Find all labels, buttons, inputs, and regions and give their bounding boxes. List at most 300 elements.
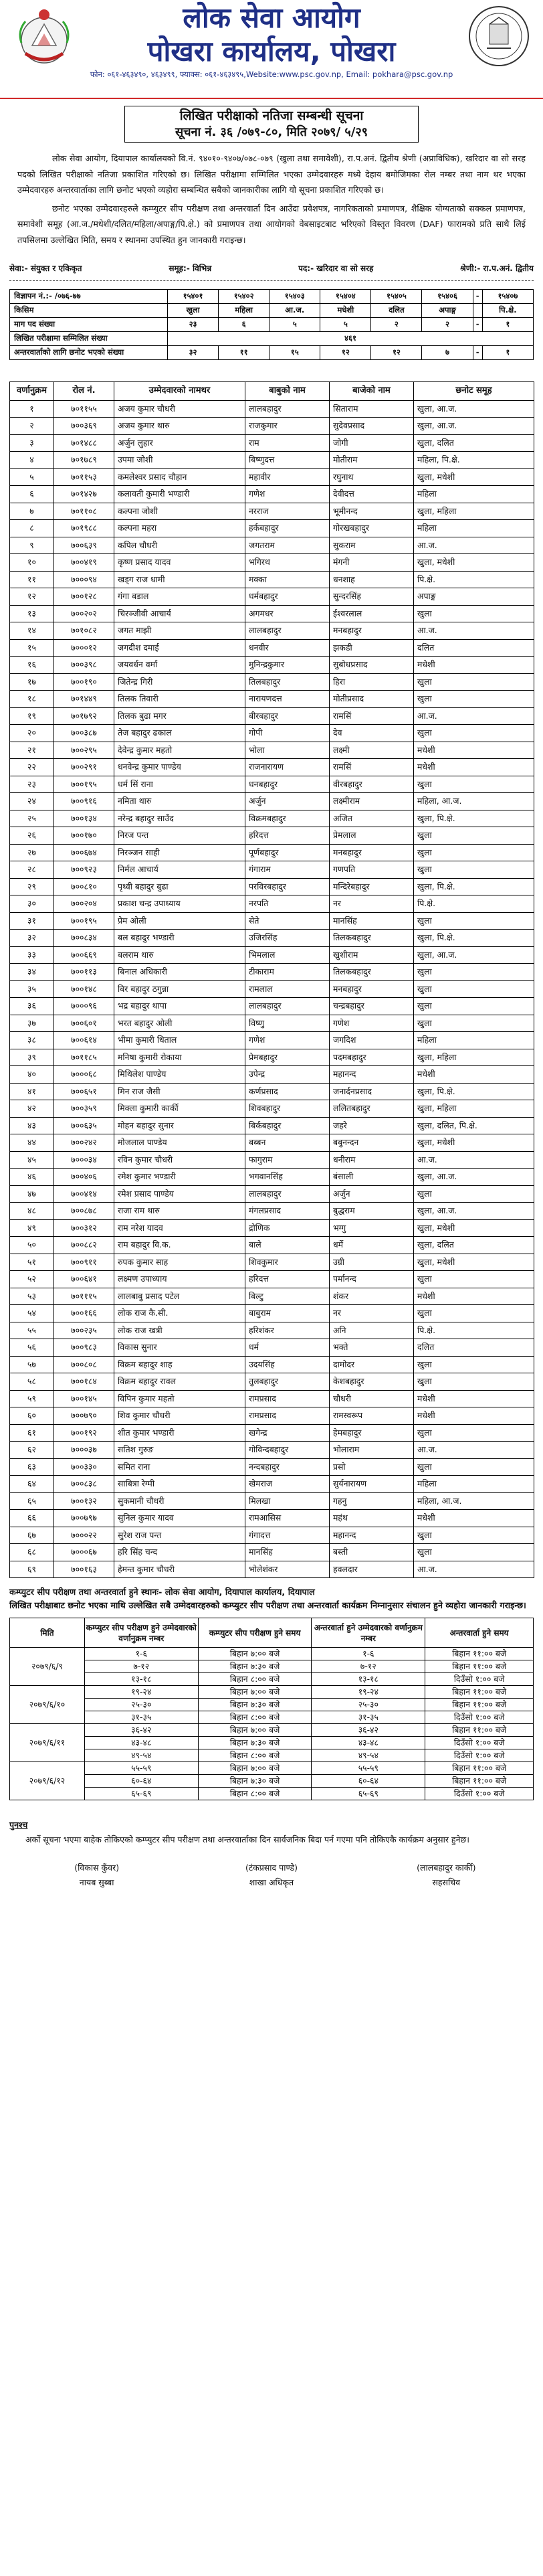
results-cell: मन्दिरेबहादुर — [330, 878, 414, 895]
results-cell: ६४ — [10, 1476, 54, 1493]
results-cell: खुला — [414, 980, 534, 998]
results-cell: खुला — [414, 827, 534, 845]
schedule-cell: बिहान ११:०० बजे — [425, 1699, 534, 1711]
results-cell: रामप्रसाद — [245, 1390, 330, 1407]
results-cell: मिलखा — [245, 1492, 330, 1510]
summary-group-row-label: किसिम — [10, 303, 168, 317]
table-row — [10, 1237, 534, 1254]
results-cell: नर — [330, 1305, 414, 1322]
results-cell: धनीराम — [330, 1151, 414, 1169]
summary-examinees-label: लिखित परीक्षामा सम्मिलित संख्या — [10, 331, 168, 345]
results-cell: आ.ज. — [414, 537, 534, 554]
results-cell: धनबहादुर — [245, 776, 330, 793]
table-row — [10, 1254, 534, 1271]
results-cell: मक्का — [245, 571, 330, 588]
results-cell: मंगनी — [330, 554, 414, 572]
schedule-cell: बिहान ७:०० बजे — [198, 1686, 312, 1699]
results-cell: विकास सुनार — [114, 1339, 245, 1357]
results-cell: खुला, मधेशी — [414, 1219, 534, 1237]
results-cell: खुला — [414, 1305, 534, 1322]
schedule-cell: बिहान ८:०० बजे — [198, 1711, 312, 1724]
results-cell: पर्मानन्द — [330, 1271, 414, 1288]
results-cell: ७००१९० — [54, 673, 114, 691]
results-cell: खुला, महिला — [414, 503, 534, 520]
summary-ad-row-cell: १५४०३ — [269, 289, 320, 303]
results-cell: ४१ — [10, 1083, 54, 1100]
results-cell: ३६ — [10, 998, 54, 1015]
table-row — [10, 776, 534, 793]
results-cell: खुला — [414, 725, 534, 742]
results-cell: धनशाह — [330, 571, 414, 588]
schedule-cell: बिहान ११:०० बजे — [425, 1724, 534, 1737]
results-cell: राजा राम थारु — [114, 1203, 245, 1220]
schedule-row — [10, 1699, 534, 1711]
results-cell: अर्जुन — [245, 793, 330, 810]
results-cell: १५ — [10, 639, 54, 657]
results-cell: मोतीप्रसाद — [330, 691, 414, 708]
results-cell: सुरेश राज पन्त — [114, 1527, 245, 1544]
summary-selected-row-cell: ३२ — [168, 345, 219, 359]
summary-ad-row — [10, 289, 534, 303]
results-cell: बिनाल अधिकारी — [114, 964, 245, 981]
results-cell: १८ — [10, 691, 54, 708]
results-cell: ७०००९६ — [54, 998, 114, 1015]
schedule-cell: बिहान ७:०० बजे — [198, 1724, 312, 1737]
table-row — [10, 1169, 534, 1186]
results-cell: ७००३३० — [54, 1458, 114, 1476]
results-cell: अजय कुमार चौधरी — [114, 400, 245, 418]
table-row — [10, 691, 534, 708]
results-cell: राम नरेश यादव — [114, 1219, 245, 1237]
results-cell: अनि — [330, 1322, 414, 1339]
results-cell: ७०००९४ — [54, 571, 114, 588]
summary-seats-row-cell: ५ — [269, 317, 320, 331]
results-cell: ७ — [10, 503, 54, 520]
table-row — [10, 1442, 534, 1459]
results-cell: धर्म सिं राना — [114, 776, 245, 793]
results-cell: भूमीनन्द — [330, 503, 414, 520]
results-cell: ७००४०६ — [54, 1169, 114, 1186]
results-cell: राजनारायण — [245, 759, 330, 776]
results-cell: खुला — [414, 844, 534, 861]
results-cell: गोपी — [245, 725, 330, 742]
summary-group-row-cell: अपाङ्ग — [422, 303, 473, 317]
results-cell: खड्ग राज धामी — [114, 571, 245, 588]
results-cell: ७०१४४९ — [54, 691, 114, 708]
summary-selected-row-cell: - — [473, 345, 482, 359]
results-cell: मधेशी — [414, 1066, 534, 1084]
results-cell: गोविन्दबहादुर — [245, 1442, 330, 1459]
results-cell: खुला, महिला — [414, 1049, 534, 1066]
schedule-column-header: कम्प्युटर सीप परीक्षण हुने उम्मेदवारको वर्णानुक्रम नम्बर — [84, 1618, 198, 1648]
results-cell: कर्णप्रसाद — [245, 1083, 330, 1100]
results-cell: मधेशी — [414, 759, 534, 776]
results-cell: दामोदर — [330, 1356, 414, 1373]
table-row — [10, 1151, 534, 1169]
footnote — [9, 1818, 534, 1847]
results-cell: ७००९२३ — [54, 861, 114, 879]
results-cell: ७०१७९२ — [54, 707, 114, 725]
summary-seats-row-cell: १ — [482, 317, 533, 331]
results-cell: ५२ — [10, 1271, 54, 1288]
results-cell: प्रेमलाल — [330, 827, 414, 845]
results-cell: बिर बहादुर ठगुन्ना — [114, 980, 245, 998]
results-cell: २० — [10, 725, 54, 742]
schedule-row — [10, 1673, 534, 1686]
results-cell: ७००१९५ — [54, 776, 114, 793]
table-row — [10, 1117, 534, 1134]
summary-group-row-cell: महिला — [219, 303, 269, 317]
results-cell: बिल्टु — [245, 1288, 330, 1305]
results-cell: ७००१६६ — [54, 1305, 114, 1322]
results-cell: हर्कबहादुर — [245, 520, 330, 537]
results-cell: ६६ — [10, 1510, 54, 1527]
results-column-header: छनोट समूह — [414, 381, 534, 400]
results-cell: ४९ — [10, 1219, 54, 1237]
results-cell: लालबहादुर — [245, 622, 330, 640]
results-cell: हेमबहादुर — [330, 1424, 414, 1442]
results-cell: रमेश कुमार भण्डारी — [114, 1169, 245, 1186]
results-cell: ४३ — [10, 1117, 54, 1134]
results-cell: रामप्रसाद — [245, 1407, 330, 1425]
schedule-cell: बिहान ११:०० बजे — [425, 1775, 534, 1788]
results-cell: खुला, दलित — [414, 1237, 534, 1254]
table-row — [10, 1476, 534, 1493]
schedule-cell: १-६ — [84, 1648, 198, 1660]
results-cell: जहरे — [330, 1117, 414, 1134]
schedule-column-header: अन्तरवार्ता हुने उम्मेदवारको वर्णानुक्रम नम्बर — [312, 1618, 425, 1648]
results-cell: विक्रमबहादुर — [245, 810, 330, 827]
results-cell: ७००३८७ — [54, 725, 114, 742]
notice-title: लिखित परीक्षाको नतिजा सम्बन्धी सूचना — [179, 108, 364, 123]
table-row — [10, 503, 534, 520]
results-cell: नर — [330, 895, 414, 913]
results-cell: खुशीराम — [330, 946, 414, 964]
contact-line: फोन: ०६१-४६३४९०, ४६३४९९, फ्याक्स: ०६१-४६३४९५,Website:www.psc.gov.np, Email: pokhara@psc.gov.np — [90, 70, 453, 79]
results-cell: बिर्कबहादुर — [245, 1117, 330, 1134]
results-cell: खुला, आ.ज. — [414, 400, 534, 418]
summary-group-row-cell — [473, 303, 482, 317]
results-cell: ४६ — [10, 1169, 54, 1186]
results-cell: आ.ज. — [414, 707, 534, 725]
notice-paragraph-1: लोक सेवा आयोग, दियापाल कार्यालयको वि.नं. ९४०१०-९४०७/०७८-०७९ (खुला तथा समावेशी), रा.प.अनं. द्वितीय श्रेणी (अप्राविधिक), खरिदार वा सो सरह पदको लिखित परीक्षाको नतिजा प्रकाशित गरिएको छ। लिखित परीक्षामा सम्मिलित भएका उम्मेदवारहरु मध्ये देहाय बमोजिमका रोल नम्बर तथा नाम थर भएका उम्मेदवारहरु अन्तरवार्ताका लागि छनोट भएको व्यहोरा सम्बन्धित सबैको जानकारीका लागि यो सूचना प्रकाशित गरिएको छ। — [17, 153, 526, 195]
results-cell: मोहन बहादुर सुनार — [114, 1117, 245, 1134]
results-cell: ४ — [10, 452, 54, 469]
results-cell: मिथिलेश पाण्डेय — [114, 1066, 245, 1084]
results-cell: खगेन्द्र — [245, 1424, 330, 1442]
schedule-cell: बिहान ११:०० बजे — [425, 1660, 534, 1673]
results-cell: अर्जुन लुहार — [114, 434, 245, 452]
results-cell: महानन्द — [330, 1527, 414, 1544]
results-cell: बाबुराम — [245, 1305, 330, 1322]
results-cell: अजित — [330, 810, 414, 827]
footnote-body: अर्को सूचना भएमा बाहेक तोकिएको कम्प्युटर सीप परीक्षण तथा अन्तरवार्ताका दिन सार्वजनिक बिदा पर्न गएमा पनि तोकिएकै कार्यक्रम अनुसार हुनेछ। — [25, 1834, 470, 1845]
results-cell: सुर्यनारायण — [330, 1476, 414, 1493]
results-cell: १३ — [10, 605, 54, 622]
results-cell: ६५ — [10, 1492, 54, 1510]
results-cell: मधेशी — [414, 742, 534, 759]
results-cell: खुला, आ.ज. — [414, 1169, 534, 1186]
summary-seats-row-label: माग पद संख्या — [10, 317, 168, 331]
results-cell: ७००६०१ — [54, 1015, 114, 1032]
table-row — [10, 622, 534, 640]
results-cell: ५७ — [10, 1356, 54, 1373]
schedule-cell: दिउँसो १:०० बजे — [425, 1749, 534, 1762]
results-cell: १७ — [10, 673, 54, 691]
results-cell: चन्द्रबहादुर — [330, 998, 414, 1015]
results-cell: हरिशंकर — [245, 1322, 330, 1339]
results-cell: ६८ — [10, 1544, 54, 1561]
results-cell: महंथ — [330, 1510, 414, 1527]
table-row — [10, 1032, 534, 1049]
results-cell: कल्पना महरा — [114, 520, 245, 537]
results-column-header: बाबुको नाम — [245, 381, 330, 400]
results-cell: खुला, पि.क्षे. — [414, 878, 534, 895]
results-cell: ७०१९८८ — [54, 520, 114, 537]
results-cell: बुद्धराम — [330, 1203, 414, 1220]
results-cell: भोलेशंकर — [245, 1561, 330, 1578]
results-cell: कलावती कुमारी भण्डारी — [114, 486, 245, 503]
results-cell: ७०११०८ — [54, 503, 114, 520]
results-cell: २५ — [10, 810, 54, 827]
schedule-cell: ६०-६४ — [312, 1775, 425, 1788]
table-row — [10, 861, 534, 879]
results-cell: कमलेश्वर प्रसाद चौहान — [114, 468, 245, 486]
results-cell: झकडी — [330, 639, 414, 657]
schedule-table — [9, 1618, 534, 1800]
post-info — [9, 264, 534, 280]
schedule-row — [10, 1711, 534, 1724]
results-cell: खुला, पि.क्षे. — [414, 810, 534, 827]
table-row — [10, 878, 534, 895]
results-cell: खुला — [414, 691, 534, 708]
signatory-title: सहसचिव — [432, 1877, 461, 1888]
results-cell: अपाङ्ग — [414, 588, 534, 606]
results-cell: खुला, आ.ज. — [414, 418, 534, 435]
results-cell: लालबहादुर — [245, 998, 330, 1015]
results-cell: मिन राज जैसी — [114, 1083, 245, 1100]
results-cell: लक्ष्मण उपाध्याय — [114, 1271, 245, 1288]
results-cell: ७००१८४ — [54, 1373, 114, 1391]
table-row — [10, 1544, 534, 1561]
results-cell: ३१ — [10, 912, 54, 930]
table-row — [10, 1527, 534, 1544]
results-cell: विष्णु — [245, 1015, 330, 1032]
results-cell: खुला, पि.क्षे. — [414, 1083, 534, 1100]
table-row — [10, 1424, 534, 1442]
results-cell: साबित्रा रेग्मी — [114, 1476, 245, 1493]
results-cell: बंसाली — [330, 1169, 414, 1186]
summary-group-row-cell: दलित — [371, 303, 422, 317]
post-label: पद:- खरिदार वा सो सरह — [298, 264, 374, 274]
results-cell: उजिरसिंह — [245, 930, 330, 947]
results-header-row — [10, 381, 534, 400]
results-cell: ७०१४२७ — [54, 486, 114, 503]
results-cell: मंगलप्रसाद — [245, 1203, 330, 1220]
table-row — [10, 1134, 534, 1152]
schedule-cell: ५५-५९ — [312, 1762, 425, 1775]
results-cell: गणपति — [330, 861, 414, 879]
results-cell: धर्मबहादुर — [245, 588, 330, 606]
results-column-header: वर्णानुक्रम — [10, 381, 54, 400]
results-cell: ४७ — [10, 1185, 54, 1203]
results-cell: ३ — [10, 434, 54, 452]
results-cell: ७००२४२ — [54, 1134, 114, 1152]
signatory — [376, 1861, 516, 1890]
results-cell: खुला — [414, 776, 534, 793]
results-cell: महिला — [414, 520, 534, 537]
results-cell: नरपति — [245, 895, 330, 913]
results-cell: रविन कुमार चौधरी — [114, 1151, 245, 1169]
results-cell: १२ — [10, 588, 54, 606]
table-row — [10, 434, 534, 452]
table-row — [10, 1492, 534, 1510]
results-cell: रमेश प्रसाद पाण्डेय — [114, 1185, 245, 1203]
summary-ad-row-cell: १५४०५ — [371, 289, 422, 303]
results-cell: चिरञ्जीवी आचार्य — [114, 605, 245, 622]
schedule-cell: बिहान ११:०० बजे — [425, 1686, 534, 1699]
schedule-cell: ७-१२ — [84, 1660, 198, 1673]
results-cell: शिवबहादुर — [245, 1100, 330, 1118]
results-cell: उदयसिंह — [245, 1356, 330, 1373]
results-cell: राम — [245, 434, 330, 452]
results-cell: बाले — [245, 1237, 330, 1254]
schedule-cell: बिहान ७:३० बजे — [198, 1699, 312, 1711]
results-cell: महानन्द — [330, 1066, 414, 1084]
results-cell: २९ — [10, 878, 54, 895]
schedule-cell: १९-२४ — [312, 1686, 425, 1699]
results-cell: उपमा जोशी — [114, 452, 245, 469]
results-cell: १० — [10, 554, 54, 572]
results-cell: ७००२०४ — [54, 895, 114, 913]
results-cell: सुन्दरसिंह — [330, 588, 414, 606]
results-cell: ४५ — [10, 1151, 54, 1169]
table-row — [10, 1015, 534, 1032]
schedule-cell: दिउँसो १:०० बजे — [425, 1737, 534, 1749]
results-cell: जयवर्धन वर्मा — [114, 657, 245, 674]
schedule-cell: बिहान ७:३० बजे — [198, 1737, 312, 1749]
results-cell: मधेशी — [414, 1510, 534, 1527]
results-cell: गोरखबहादुर — [330, 520, 414, 537]
summary-ad-row-cell: १५४०६ — [422, 289, 473, 303]
results-cell: जगदिश — [330, 1032, 414, 1049]
table-row — [10, 452, 534, 469]
results-cell: मनबहादुर — [330, 844, 414, 861]
results-cell: अगमधर — [245, 605, 330, 622]
results-cell: नारायणदत्त — [245, 691, 330, 708]
results-cell: ७००८०८ — [54, 1356, 114, 1373]
summary-ad-row-label: विज्ञापन नं.:- /०७६-७७ — [10, 289, 168, 303]
results-cell: १४ — [10, 622, 54, 640]
results-cell: केशबहादुर — [330, 1373, 414, 1391]
table-row — [10, 468, 534, 486]
results-cell: हवलदार — [330, 1561, 414, 1578]
summary-selected-row-cell: १५ — [269, 345, 320, 359]
schedule-cell: १३-१८ — [84, 1673, 198, 1686]
schedule-row — [10, 1686, 534, 1699]
results-cell: हरिदत्त — [245, 827, 330, 845]
results-cell: आ.ज. — [414, 1151, 534, 1169]
schedule-column-header: अन्तरवार्ता हुने समय — [425, 1618, 534, 1648]
summary-group-row — [10, 303, 534, 317]
results-cell: तेज बहादुर ढकाल — [114, 725, 245, 742]
notice-paragraph-2: छनोट भएका उम्मेदवारहरुले कम्प्युटर सीप परीक्षण तथा अन्तरवार्ता दिन आउँदा प्रवेशपत्र, नागरिकताको प्रमाणपत्र, शैक्षिक योग्यताको सक्कल प्रमाणपत्र, समावेशी समूह (आ.ज./मधेशी/दलित/महिला/अपाङ्ग/पि.क्षे.) को प्रमाणपत्र तथा आयोगको वेबसाइटबाट भरिएको विस्तृत विवरण (DAF) फारामको प्रति साथै लिई तपसिलमा उल्लेखित मिति, समय र स्थानमा उपस्थित हुन जानकारी गराइन्छ। — [17, 203, 526, 245]
results-cell: धर्म — [245, 1339, 330, 1357]
results-cell: ६१ — [10, 1424, 54, 1442]
table-row — [10, 1185, 534, 1203]
results-cell: अर्जुन — [330, 1185, 414, 1203]
summary-seats-row-cell: २ — [422, 317, 473, 331]
signatory — [27, 1861, 167, 1890]
schedule-cell: बिहान ७:३० बजे — [198, 1660, 312, 1673]
schedule-cell: ४९-५४ — [84, 1749, 198, 1762]
results-cell: आ.ज. — [414, 622, 534, 640]
results-cell: खुला — [414, 1458, 534, 1476]
results-cell: खुला — [414, 964, 534, 981]
results-cell: खुला — [414, 1424, 534, 1442]
results-cell: बब्बन — [245, 1134, 330, 1152]
table-row — [10, 1049, 534, 1066]
results-cell: २४ — [10, 793, 54, 810]
summary-table — [9, 289, 534, 360]
results-cell: बीरबहादुर — [245, 707, 330, 725]
results-cell: शंकर — [330, 1288, 414, 1305]
schedule-cell: बिहान ११:०० बजे — [425, 1648, 534, 1660]
results-cell: ५३ — [10, 1288, 54, 1305]
table-row — [10, 1066, 534, 1084]
results-cell: मनबहादुर — [330, 622, 414, 640]
results-cell: रघुनाथ — [330, 468, 414, 486]
results-cell: कृष्ण प्रसाद यादव — [114, 554, 245, 572]
results-cell: ७००६३५ — [54, 1117, 114, 1134]
schedule-cell: ४९-५४ — [312, 1749, 425, 1762]
signatory-name: (लालबहादुर कार्की) — [417, 1863, 476, 1873]
results-cell: पि.क्षे. — [414, 895, 534, 913]
results-cell: निर्मल आचार्य — [114, 861, 245, 879]
table-row — [10, 657, 534, 674]
results-cell: हिरा — [330, 673, 414, 691]
results-cell: उग्री — [330, 1254, 414, 1271]
table-row — [10, 707, 534, 725]
results-cell: भोला — [245, 742, 330, 759]
results-cell: ६२ — [10, 1442, 54, 1459]
results-cell: ५१ — [10, 1254, 54, 1271]
results-cell: महिला — [414, 486, 534, 503]
table-row — [10, 759, 534, 776]
results-cell: खुला, आ.ज. — [414, 1203, 534, 1220]
table-row — [10, 1458, 534, 1476]
results-cell: मधेशी — [414, 1288, 534, 1305]
results-cell: ७०११५५ — [54, 400, 114, 418]
summary-seats-row-cell: ५ — [320, 317, 371, 331]
table-row — [10, 1271, 534, 1288]
results-cell: ६ — [10, 486, 54, 503]
level-label: श्रेणी:- रा.प.अनं. द्वितीय — [460, 264, 534, 274]
schedule-cell: २५-३० — [84, 1699, 198, 1711]
results-cell: भगिरथ — [245, 554, 330, 572]
results-cell: खुला — [414, 861, 534, 879]
results-cell: खुला, दलित, पि.क्षे. — [414, 1117, 534, 1134]
table-row — [10, 1373, 534, 1391]
results-cell: भरत बहादुर ओली — [114, 1015, 245, 1032]
results-cell: ७००१३४ — [54, 810, 114, 827]
results-cell: ६७ — [10, 1527, 54, 1544]
results-cell: मनबहादुर — [330, 980, 414, 998]
results-cell: तिलबहादुर — [245, 673, 330, 691]
results-cell: द्रोणिक — [245, 1219, 330, 1237]
results-cell: सुकराम — [330, 537, 414, 554]
schedule-cell: ५५-५९ — [84, 1762, 198, 1775]
